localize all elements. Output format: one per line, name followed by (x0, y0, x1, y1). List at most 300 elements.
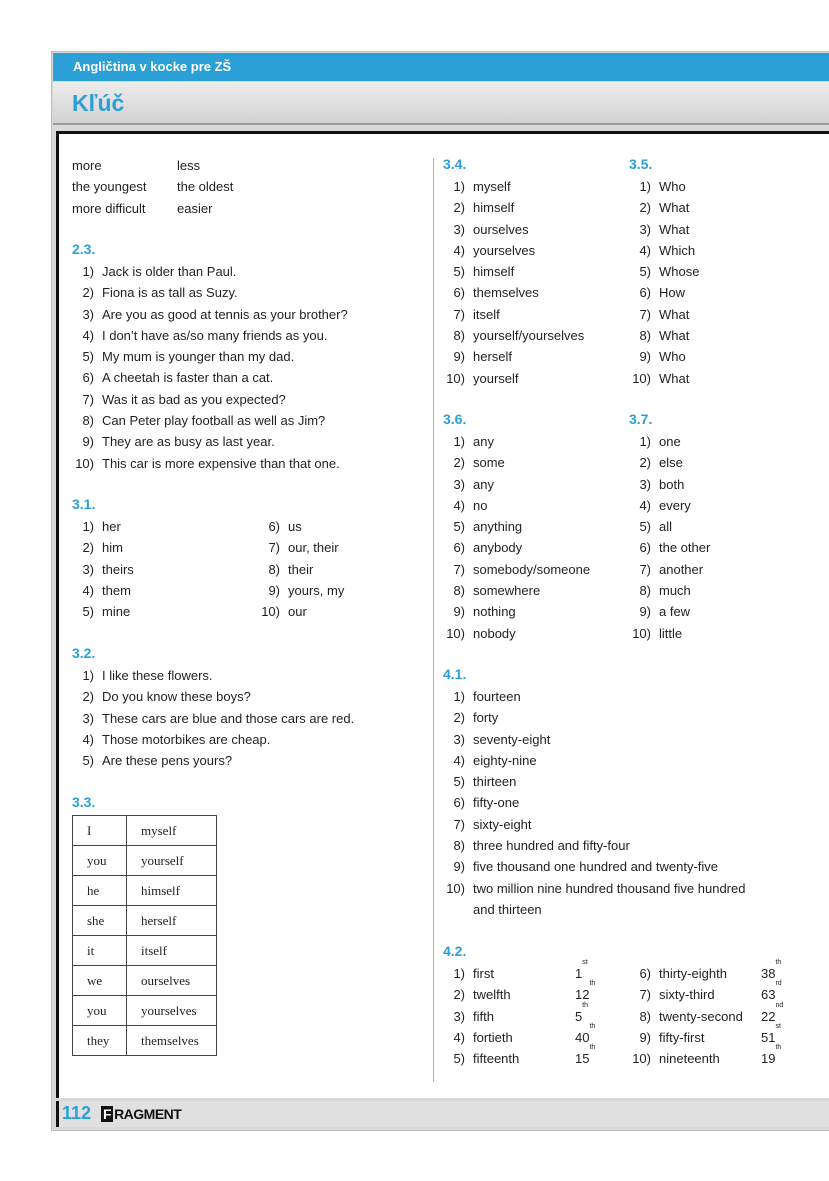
item-ordinal: 40 (575, 1029, 590, 1045)
item-number: 1) (453, 434, 465, 449)
title-band (53, 82, 829, 125)
ordinal-suffix: th (589, 1044, 596, 1052)
item-number: 3) (639, 221, 651, 237)
item-text: itself (473, 306, 500, 322)
item-text: My mum is younger than my dad. (102, 349, 295, 365)
list-item (443, 261, 584, 282)
list-item (624, 516, 710, 537)
list-item (72, 686, 354, 707)
item-number: 3) (453, 1008, 465, 1024)
list-item (443, 580, 590, 601)
item-number: 4) (639, 497, 651, 513)
list-item (72, 198, 233, 219)
item-text: fifty-one (473, 795, 520, 811)
item-ordinal: 5 (575, 1008, 583, 1024)
table-cell-reflexive: myself (127, 816, 217, 846)
list-item (624, 240, 699, 261)
table-cell-pronoun: she (73, 906, 127, 936)
table-row (73, 936, 217, 966)
comparative-left: the youngest (72, 179, 147, 195)
item-number: 5) (639, 519, 651, 535)
item-number: 5) (453, 1051, 465, 1067)
item-number: 5) (82, 753, 94, 769)
table-cell-reflexive: themselves (127, 1026, 217, 1056)
item-number: 6) (453, 795, 465, 811)
table-row (73, 816, 217, 846)
list-item (624, 346, 699, 367)
item-number: 1) (82, 519, 94, 534)
item-number: 5) (82, 604, 94, 620)
list-item (253, 559, 344, 580)
item-text: I like these flowers. (102, 668, 213, 683)
comparative-right: less (177, 158, 201, 173)
item-text: all (659, 519, 673, 535)
ordinal-suffix: th (589, 980, 596, 988)
item-text: somewhere (473, 583, 541, 599)
list-item (72, 261, 348, 282)
item-number: 7) (453, 816, 465, 832)
item-text: What (659, 221, 690, 237)
item-number: 2) (82, 285, 94, 301)
list-item (443, 750, 745, 771)
item-number: 10) (446, 880, 465, 896)
column-divider (433, 158, 434, 1082)
item-number: 9) (639, 1029, 651, 1045)
heading-3-6: 3.6. (443, 411, 467, 427)
item-ordinal: 15 (575, 1051, 590, 1067)
list-item (72, 516, 134, 537)
heading-3-7: 3.7. (629, 411, 653, 427)
item-text: much (659, 583, 691, 599)
item-text: This car is more expensive than that one. (102, 455, 340, 471)
list-item (443, 707, 745, 728)
item-number: 10) (261, 604, 280, 620)
list-item (443, 856, 745, 877)
item-text: Who (659, 179, 686, 194)
item-number: 4) (453, 242, 465, 258)
item-number: 4) (453, 1029, 465, 1045)
list-item (253, 516, 344, 537)
item-text: Fiona is as tall as Suzy. (102, 285, 238, 301)
table-cell-pronoun: they (73, 1026, 127, 1056)
series-title: Angličtina v kocke pre ZŠ (73, 59, 232, 74)
table-row (73, 996, 217, 1026)
item-text: seventy-eight (473, 731, 551, 747)
item-word: thirty-eighth (659, 966, 727, 981)
item-text: another (659, 561, 704, 577)
item-text: Whose (659, 264, 700, 280)
answers-3-2 (72, 665, 354, 771)
item-number: 2) (639, 200, 651, 216)
heading-3-2: 3.2. (72, 645, 96, 661)
list-item (443, 686, 745, 707)
ordinal-suffix: st (775, 1022, 781, 1030)
item-number: 9) (453, 349, 465, 365)
heading-4-1: 4.1. (443, 666, 467, 682)
list-item (443, 516, 590, 537)
item-text: little (659, 625, 683, 641)
list-item (72, 346, 348, 367)
item-number: 6) (639, 966, 651, 981)
list-item (72, 325, 348, 346)
list-item (443, 240, 584, 261)
list-item (72, 708, 354, 729)
item-number: 8) (268, 561, 280, 577)
list-item (72, 282, 348, 303)
list-item (443, 431, 590, 452)
item-text: A cheetah is faster than a cat. (102, 370, 274, 386)
list-item (624, 1044, 783, 1069)
list-item (624, 623, 710, 644)
item-number: 4) (453, 752, 465, 768)
item-number: 10) (75, 455, 94, 471)
list-item (443, 219, 584, 240)
list-item (624, 559, 710, 580)
item-text: Do you know these boys? (102, 689, 251, 705)
list-item (443, 959, 595, 984)
list-item (624, 537, 710, 558)
page-title: Kľúč (72, 90, 125, 116)
item-number (443, 899, 473, 920)
answers-4-2-left (443, 959, 596, 1069)
logo-text: RAGMENT (114, 1106, 182, 1122)
item-number: 5) (453, 264, 465, 280)
item-text: us (288, 519, 302, 534)
item-text: every (659, 497, 691, 513)
list-item (443, 197, 584, 218)
item-number: 6) (268, 519, 280, 534)
list-item (624, 261, 699, 282)
answers-3-1-right (253, 516, 344, 622)
table-cell-reflexive: herself (127, 906, 217, 936)
item-number: 2) (82, 540, 94, 556)
item-text: her (102, 519, 121, 534)
ordinal-suffix: th (775, 1044, 782, 1052)
item-text: eighty-nine (473, 752, 537, 768)
table-cell-reflexive: itself (127, 936, 217, 966)
ordinal-suffix: th (775, 959, 782, 966)
list-item (443, 878, 745, 899)
ordinal-suffix: rd (775, 980, 782, 988)
table-cell-reflexive: yourself (127, 846, 217, 876)
table-cell-pronoun: I (73, 816, 127, 846)
item-text: five thousand one hundred and twenty-five (473, 859, 719, 875)
item-number: 10) (632, 625, 651, 641)
item-word: nineteenth (659, 1051, 720, 1067)
item-number: 2) (453, 710, 465, 726)
item-text: yourself (473, 370, 519, 386)
list-item (624, 580, 710, 601)
list-item (443, 1044, 596, 1069)
list-item (443, 1001, 595, 1027)
item-number: 4) (639, 242, 651, 258)
item-word: twenty-second (659, 1008, 743, 1024)
item-number: 6) (453, 540, 465, 556)
item-text: somebody/someone (473, 561, 591, 577)
comparative-left: more (72, 158, 102, 173)
item-number: 3) (453, 221, 465, 237)
list-item (443, 176, 584, 197)
list-item (624, 176, 699, 197)
item-text: ourselves (473, 221, 529, 237)
item-ordinal: 51 (761, 1029, 776, 1045)
item-text: What (659, 200, 690, 216)
answers-3-7 (624, 431, 710, 644)
item-number: 7) (639, 306, 651, 322)
answers-4-2-right (624, 959, 784, 1069)
answers-2-3 (72, 261, 348, 474)
item-text: yours, my (288, 582, 345, 598)
list-item (443, 325, 584, 346)
list-item (624, 495, 710, 516)
item-number: 4) (453, 497, 465, 513)
item-number: 6) (639, 285, 651, 301)
item-text: herself (473, 349, 513, 365)
logo-mark: F (103, 1106, 112, 1122)
item-number: 2) (453, 200, 465, 216)
item-number: 9) (639, 349, 651, 365)
item-text: both (659, 476, 685, 492)
item-number: 8) (453, 583, 465, 599)
item-text: mine (102, 604, 131, 620)
item-number: 5) (453, 774, 465, 790)
item-number: 9) (453, 859, 465, 875)
item-ordinal: 19 (761, 1051, 776, 1067)
item-word: fifty-first (659, 1029, 705, 1045)
comparative-left: more difficult (72, 200, 146, 216)
item-number: 7) (453, 306, 465, 322)
item-number: 6) (82, 370, 94, 386)
item-word: first (473, 966, 494, 981)
table-cell-pronoun: you (73, 996, 127, 1026)
list-item (624, 959, 783, 984)
item-text: them (102, 582, 131, 598)
item-number: 3) (82, 710, 94, 726)
item-text: Are these pens yours? (102, 753, 233, 769)
item-text: myself (473, 179, 511, 194)
pronoun-table (72, 815, 217, 1056)
item-number: 9) (453, 604, 465, 620)
item-number: 8) (639, 583, 651, 599)
list-item (72, 580, 134, 601)
list-item (443, 601, 590, 622)
item-number: 5) (82, 349, 94, 365)
list-item (624, 474, 710, 495)
item-number: 1) (453, 966, 465, 981)
item-number: 6) (639, 540, 651, 556)
list-item (443, 623, 590, 644)
item-number: 7) (453, 561, 465, 577)
table-cell-reflexive: yourselves (127, 996, 217, 1026)
table-row (73, 1026, 217, 1056)
list-item (253, 580, 344, 601)
item-ordinal: 12 (575, 987, 590, 1003)
list-item (624, 1022, 783, 1048)
item-number: 10) (632, 370, 651, 386)
comparative-right: the oldest (177, 179, 234, 195)
list-item (72, 453, 348, 474)
item-text: yourselves (473, 242, 536, 258)
table-row (73, 966, 217, 996)
item-text: else (659, 455, 683, 471)
item-ordinal: 22 (761, 1008, 776, 1024)
item-number: 9) (268, 582, 280, 598)
item-text: any (473, 476, 494, 492)
list-item (72, 750, 354, 771)
table-row (73, 906, 217, 936)
item-word: fortieth (473, 1029, 513, 1045)
item-text: forty (473, 710, 499, 726)
item-number: 3) (639, 476, 651, 492)
list-item (624, 304, 699, 325)
table-row (73, 876, 217, 906)
item-text: their (288, 561, 314, 577)
item-text: fourteen (473, 689, 521, 704)
item-text: him (102, 540, 123, 556)
list-item (443, 452, 590, 473)
heading-3-3: 3.3. (72, 794, 96, 810)
item-number: 1) (82, 264, 94, 279)
item-text: no (473, 497, 488, 513)
item-number: 3) (453, 731, 465, 747)
item-number: 1) (639, 179, 651, 194)
item-number: 1) (639, 434, 651, 449)
list-item (253, 601, 344, 622)
table-row (73, 846, 217, 876)
item-text: the other (659, 540, 711, 556)
list-item (624, 452, 710, 473)
item-text: three hundred and fifty-four (473, 838, 630, 854)
list-item (624, 980, 783, 1005)
item-text: and thirteen (473, 901, 542, 917)
item-ordinal: 1 (575, 966, 583, 981)
item-number: 4) (82, 731, 94, 747)
list-item (72, 367, 348, 388)
item-number: 2) (82, 689, 94, 705)
list-item (443, 814, 745, 835)
list-item (624, 601, 710, 622)
item-number: 10) (446, 625, 465, 641)
list-item (72, 304, 348, 325)
item-word: fifth (473, 1008, 494, 1024)
list-item (443, 495, 590, 516)
list-item (72, 389, 348, 410)
item-text: yourself/yourselves (473, 328, 585, 344)
item-text: themselves (473, 285, 539, 301)
ordinal-suffix: st (582, 959, 588, 966)
item-text: nothing (473, 604, 516, 620)
item-text: I don’t have as/so many friends as you. (102, 327, 328, 343)
list-item (624, 431, 710, 452)
list-item (443, 474, 590, 495)
list-item (443, 980, 596, 1005)
item-number: 3) (453, 476, 465, 492)
item-text: Can Peter play football as well as Jim? (102, 413, 326, 429)
item-number: 3) (82, 306, 94, 322)
item-text: sixty-eight (473, 816, 532, 832)
publisher-logo (101, 1106, 181, 1122)
list-item (443, 771, 745, 792)
list-item (443, 346, 584, 367)
list-item (624, 368, 699, 389)
ordinal-suffix: th (589, 1022, 596, 1030)
item-word: sixty-third (659, 987, 715, 1003)
item-text: two million nine hundred thousand five hundred (473, 880, 746, 896)
footer-band (56, 1101, 829, 1127)
table-cell-pronoun: you (73, 846, 127, 876)
item-number: 5) (453, 519, 465, 535)
list-item (443, 1022, 596, 1048)
item-text: our (288, 604, 307, 620)
table-cell-pronoun: he (73, 876, 127, 906)
list-item (443, 368, 584, 389)
heading-3-4: 3.4. (443, 156, 467, 172)
answers-4-1 (443, 686, 745, 920)
table-cell-pronoun: it (73, 936, 127, 966)
item-text: thirteen (473, 774, 517, 790)
list-item (624, 197, 699, 218)
heading-2-3: 2.3. (72, 241, 96, 257)
list-item (72, 559, 134, 580)
item-text: Which (659, 242, 696, 258)
list-item (72, 155, 233, 176)
list-item (624, 1001, 784, 1027)
comparatives-list (72, 155, 233, 219)
answers-3-5 (624, 176, 699, 389)
list-item (443, 899, 745, 920)
item-number: 1) (453, 689, 465, 704)
item-text: a few (659, 604, 691, 620)
table-cell-pronoun: we (73, 966, 127, 996)
list-item (624, 325, 699, 346)
item-text: theirs (102, 561, 134, 577)
item-number: 1) (82, 668, 94, 683)
item-number: 4) (82, 582, 94, 598)
item-number: 7) (268, 540, 280, 556)
ordinal-suffix: th (582, 1001, 589, 1009)
answers-3-1-left (72, 516, 134, 622)
list-item (443, 537, 590, 558)
item-text: Who (659, 349, 686, 365)
list-item (443, 835, 745, 856)
item-text: anything (473, 519, 523, 535)
item-text: himself (473, 264, 515, 280)
list-item (72, 601, 134, 622)
item-text: any (473, 434, 494, 449)
item-number: 9) (82, 434, 94, 450)
item-text: How (659, 285, 686, 301)
table-cell-reflexive: himself (127, 876, 217, 906)
item-ordinal: 63 (761, 987, 776, 1003)
item-number: 7) (639, 987, 651, 1003)
item-number: 2) (453, 987, 465, 1003)
item-text: What (659, 370, 690, 386)
series-band (53, 53, 829, 81)
item-number: 10) (632, 1051, 651, 1067)
table-cell-reflexive: ourselves (127, 966, 217, 996)
list-item (253, 537, 344, 558)
list-item (72, 729, 354, 750)
item-number: 7) (82, 391, 94, 407)
list-item (72, 410, 348, 431)
list-item (72, 176, 233, 197)
answers-3-6 (443, 431, 590, 644)
item-word: twelfth (473, 987, 511, 1003)
item-text: These cars are blue and those cars are red. (102, 710, 355, 726)
item-number: 6) (453, 285, 465, 301)
comparative-right: easier (177, 200, 213, 216)
ordinal-suffix: nd (775, 1001, 784, 1009)
